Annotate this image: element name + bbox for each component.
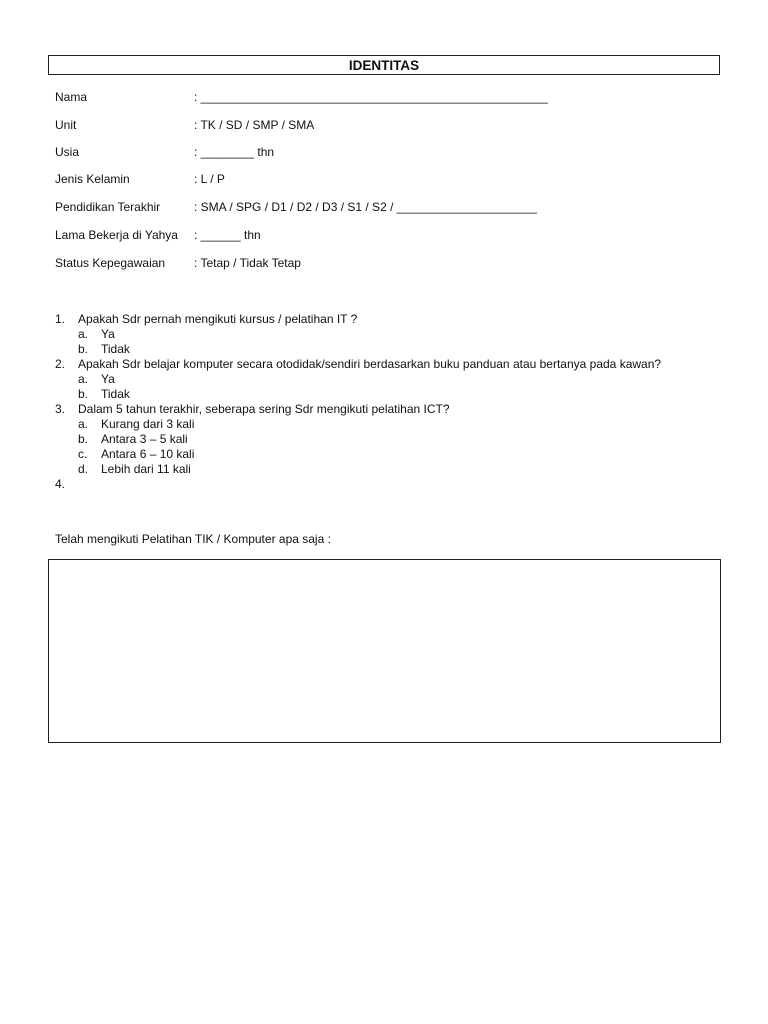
option-text: Lebih dari 11 kali (101, 462, 191, 476)
option-text: Ya (101, 327, 115, 341)
option-letter: b. (78, 387, 89, 401)
question-text: Apakah Sdr pernah mengikuti kursus / pelatihan IT ? (78, 312, 358, 326)
option-letter: a. (78, 327, 89, 341)
option-text: Tidak (101, 387, 130, 401)
question-number: 1. (55, 312, 66, 326)
answer-option[interactable] (78, 342, 755, 357)
field-value[interactable]: : SMA / SPG / D1 / D2 / D3 / S1 / S2 / _____________________ (194, 200, 537, 214)
field-label: Lama Bekerja di Yahya (55, 228, 178, 242)
question-number: 4. (55, 477, 66, 491)
question-text: Apakah Sdr belajar komputer secara otodidak/sendiri berdasarkan buku panduan atau bertanya pada kawan? (78, 357, 662, 371)
question-3 (55, 402, 755, 477)
option-letter: b. (78, 432, 89, 446)
question-number: 3. (55, 402, 66, 416)
answer-option[interactable] (78, 327, 755, 342)
field-label: Unit (55, 118, 77, 132)
field-label: Jenis Kelamin (55, 172, 130, 186)
option-letter: a. (78, 417, 89, 431)
field-label: Usia (55, 145, 80, 159)
answer-option[interactable] (78, 387, 755, 402)
option-text: Antara 6 – 10 kali (101, 447, 195, 461)
field-label: Nama (55, 90, 88, 104)
question-text: Dalam 5 tahun terakhir, seberapa sering Sdr mengikuti pelatihan ICT? (78, 402, 450, 416)
option-text: Tidak (101, 342, 130, 356)
option-letter: d. (78, 462, 89, 476)
option-letter: a. (78, 372, 89, 386)
field-value[interactable]: : ____________________________________________________ (194, 90, 548, 104)
option-letter: b. (78, 342, 89, 356)
option-letter: c. (78, 447, 88, 461)
answer-option[interactable] (78, 432, 755, 447)
field-value[interactable]: : TK / SD / SMP / SMA (194, 118, 315, 132)
field-value[interactable]: : Tetap / Tidak Tetap (194, 256, 301, 270)
field-value[interactable]: : ______ thn (194, 228, 261, 242)
question-1 (55, 312, 755, 357)
training-answer-box[interactable] (48, 559, 721, 743)
field-label: Pendidikan Terakhir (55, 200, 161, 214)
answer-option[interactable] (78, 372, 755, 387)
training-label: Telah mengikuti Pelatihan TIK / Komputer apa saja : (55, 532, 331, 546)
field-value[interactable]: : L / P (194, 172, 225, 186)
field-value[interactable]: : ________ thn (194, 145, 275, 159)
page-title: IDENTITAS (48, 55, 720, 75)
answer-option[interactable] (78, 447, 755, 462)
option-text: Ya (101, 372, 115, 386)
answer-option[interactable] (78, 462, 755, 477)
question-list (55, 312, 755, 491)
question-number: 2. (55, 357, 66, 371)
option-text: Antara 3 – 5 kali (101, 432, 188, 446)
answer-option[interactable] (78, 417, 755, 432)
question-2 (55, 357, 755, 402)
option-text: Kurang dari 3 kali (101, 417, 195, 431)
field-label: Status Kepegawaian (55, 256, 166, 270)
